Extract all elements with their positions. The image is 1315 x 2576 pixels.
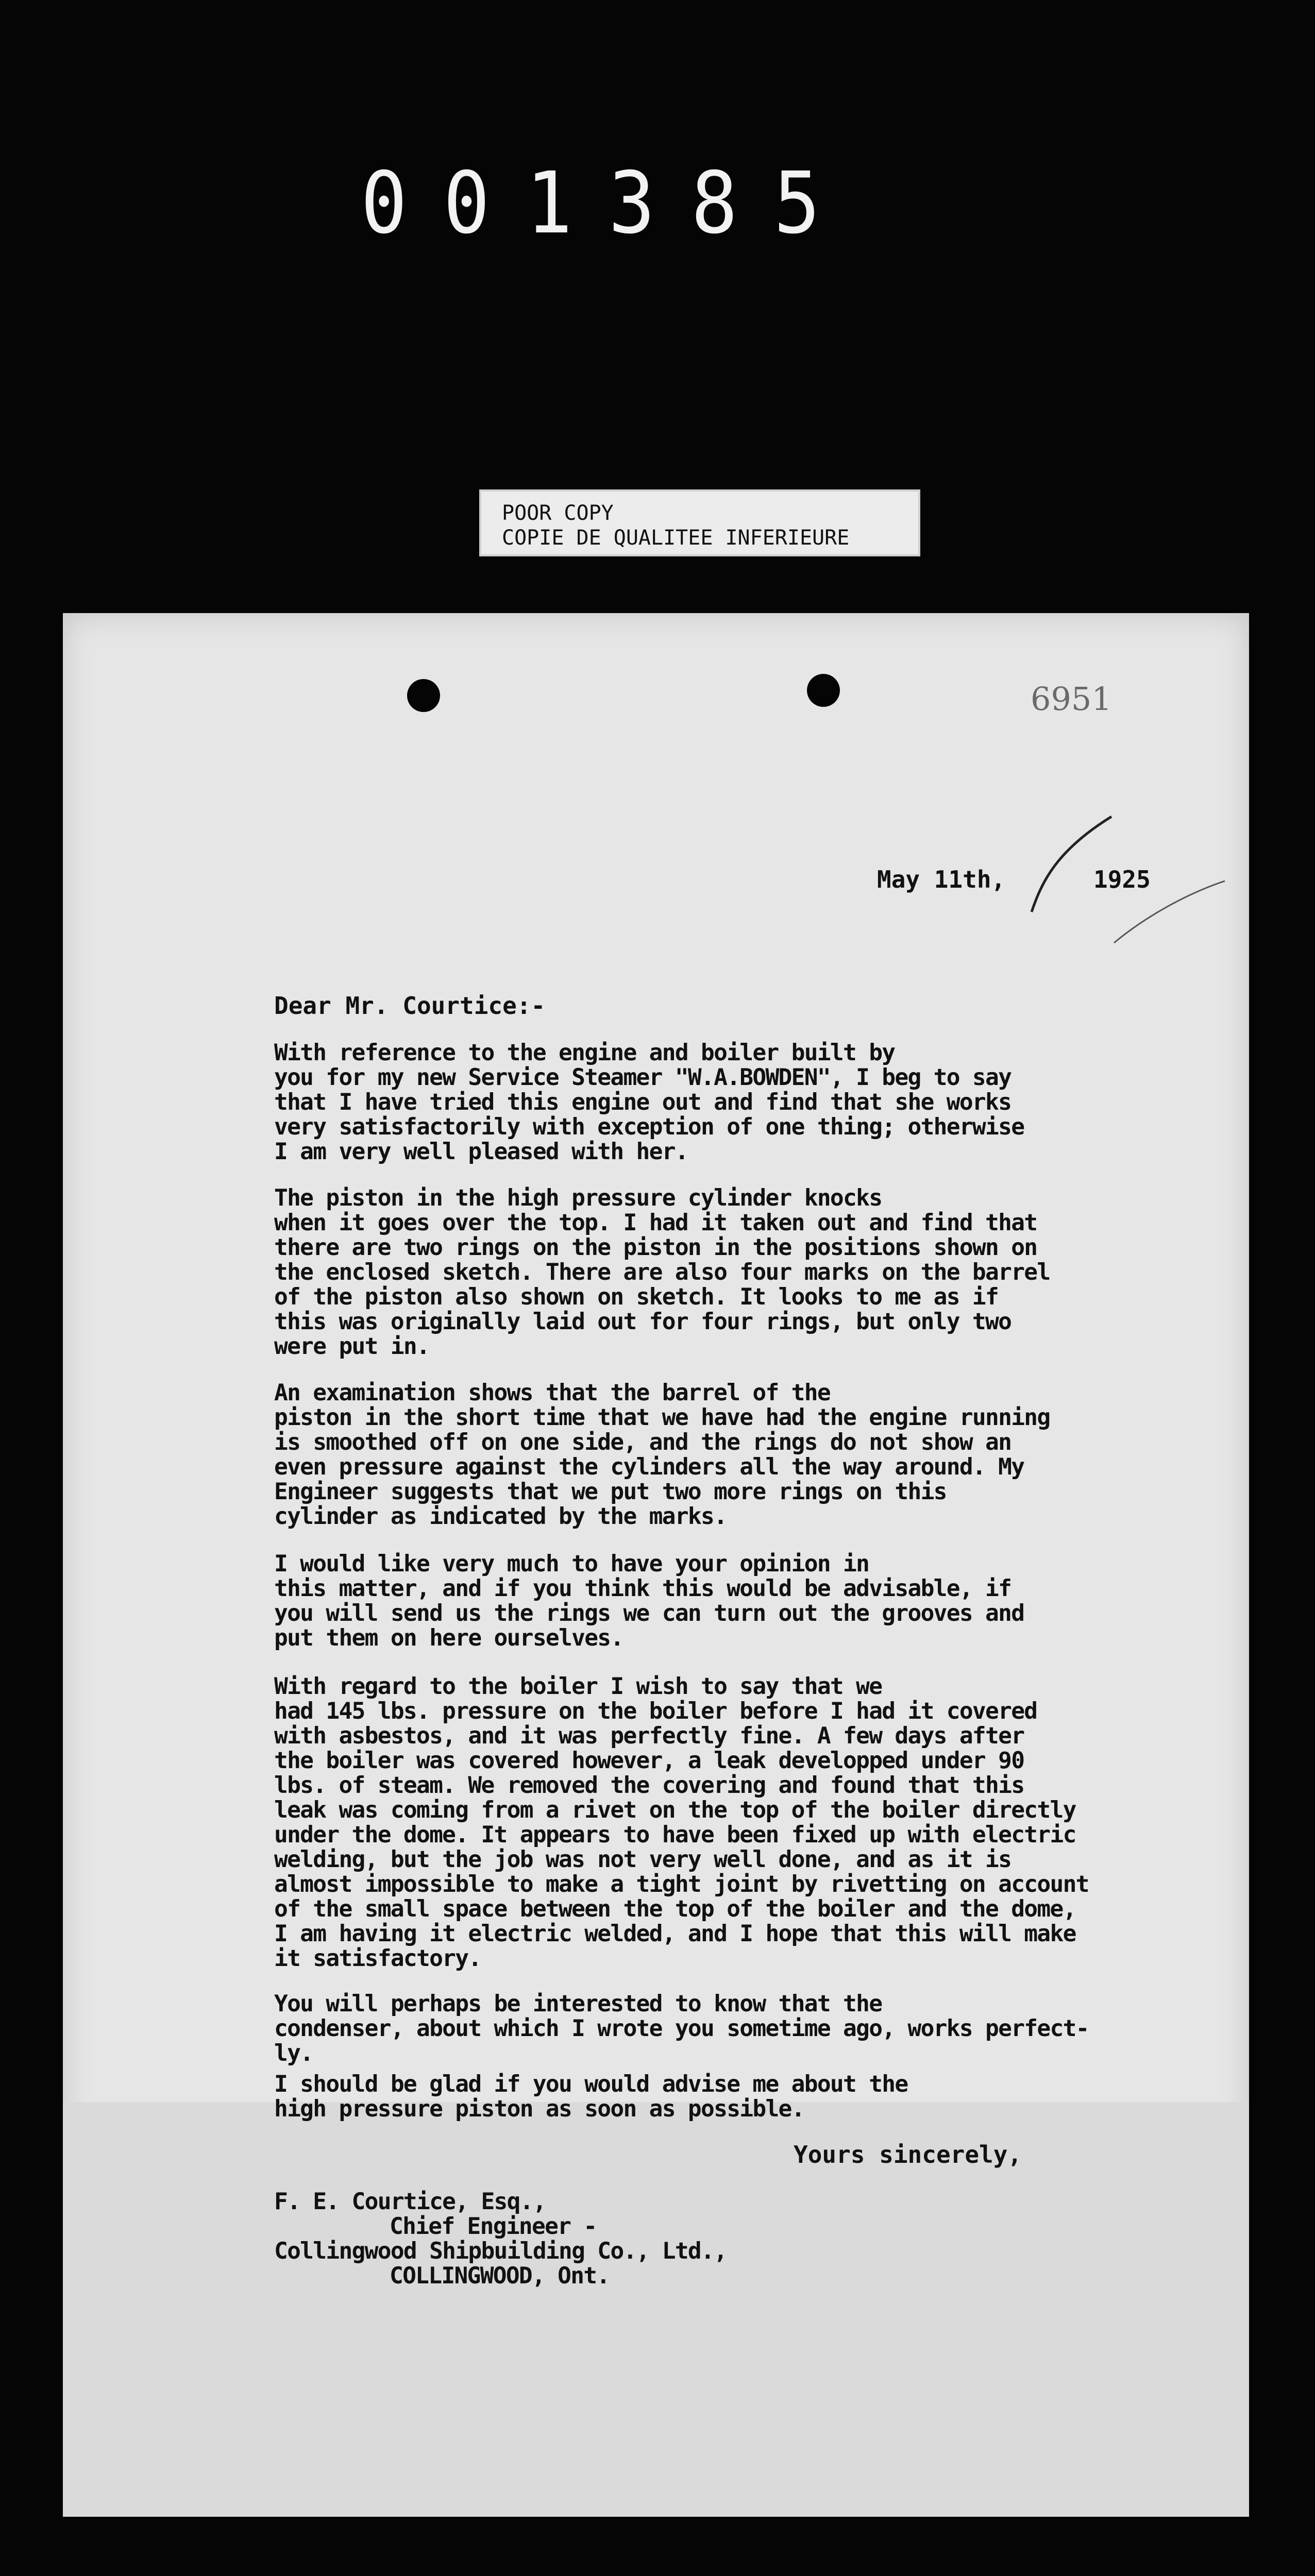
text-line: of the piston also shown on sketch. It looks to me as if <box>274 1284 999 1310</box>
recipient-name: F. E. Courtice, Esq., <box>274 2189 546 2215</box>
text-line: piston in the short time that we have had the engine running <box>274 1404 1050 1431</box>
text-line: this matter, and if you think this would be advisable, if <box>274 1575 1011 1602</box>
text-line: The piston in the high pressure cylinder knocks <box>274 1185 882 1211</box>
letter-date <box>877 866 1151 893</box>
salutation: Dear Mr. Courtice:- <box>274 992 546 1020</box>
text-line: welding, but the job was not very well done, and as it is <box>274 1846 1011 1873</box>
paragraph-condenser <box>274 1992 1233 2066</box>
text-line: you will send us the rings we can turn out the grooves and <box>274 1600 1024 1626</box>
text-line: almost impossible to make a tight joint by rivetting on account <box>274 1871 1089 1897</box>
paragraph-barrel-examination <box>274 1381 1233 1529</box>
text-line: this was originally laid out for four rings, but only two <box>274 1309 1011 1335</box>
text-line: lbs. of steam. We removed the covering and found that this <box>274 1772 1024 1799</box>
text-line: put them on here ourselves. <box>274 1625 623 1651</box>
text-line: were put in. <box>274 1333 430 1360</box>
punch-hole-left <box>407 679 440 712</box>
letter-page <box>63 613 1249 2517</box>
text-line: that I have tried this engine out and find that she works <box>274 1089 1011 1115</box>
paragraph-boiler-leak <box>274 1674 1233 1971</box>
paragraph-opinion-request <box>274 1552 1233 1651</box>
recipient-company: Collingwood Shipbuilding Co., Ltd., <box>274 2238 727 2264</box>
text-line: Engineer suggests that we put two more rings on this <box>274 1479 947 1505</box>
text-line: is smoothed off on one side, and the rings do not show an <box>274 1429 1011 1455</box>
text-line: there are two rings on the piston in the positions shown on <box>274 1234 1037 1261</box>
recipient-address <box>274 2190 727 2289</box>
text-line: you for my new Service Steamer "W.A.BOWDEN", I beg to say <box>274 1064 1011 1091</box>
paragraph-engine-intro <box>274 1041 1233 1164</box>
text-line: With regard to the boiler I wish to say that we <box>274 1673 882 1700</box>
stamp-line-english: POOR COPY <box>502 501 614 525</box>
text-line: With reference to the engine and boiler built by <box>274 1040 895 1066</box>
text-line: leak was coming from a rivet on the top of the boiler directly <box>274 1797 1076 1823</box>
text-line: very satisfactorily with exception of one thing; otherwise <box>274 1114 1024 1140</box>
poor-copy-stamp <box>479 489 920 556</box>
date-day: May 11th, <box>877 866 1006 893</box>
date-year: 1925 <box>1093 866 1151 893</box>
text-line: I would like very much to have your opinion in <box>274 1551 869 1577</box>
text-line: with asbestos, and it was perfectly fine. A few days after <box>274 1723 1024 1749</box>
text-line: when it goes over the top. I had it taken out and find that <box>274 1210 1037 1236</box>
text-line: condenser, about which I wrote you sometime ago, works perfect- <box>274 2015 1089 2042</box>
text-line: even pressure against the cylinders all the way around. My <box>274 1454 1024 1480</box>
closing: Yours sincerely, <box>794 2141 1022 2168</box>
text-line: I should be glad if you would advise me about the <box>274 2071 908 2097</box>
text-line: I am having it electric welded, and I hope that this will make <box>274 1921 1076 1947</box>
text-line: An examination shows that the barrel of the <box>274 1380 830 1406</box>
text-line: high pressure piston as soon as possible. <box>274 2096 804 2122</box>
text-line: the enclosed sketch. There are also four marks on the barrel <box>274 1259 1050 1285</box>
text-line: You will perhaps be interested to know that the <box>274 1991 882 2017</box>
recipient-title: Chief Engineer - <box>390 2213 597 2240</box>
text-line: ly. <box>274 2040 313 2066</box>
paragraph-piston-knock <box>274 1186 1233 1359</box>
text-line: cylinder as indicated by the marks. <box>274 1503 727 1530</box>
folio-number: 6951 <box>1031 680 1112 718</box>
stamp-line-french: COPIE DE QUALITEE INFERIEURE <box>502 526 850 550</box>
punch-hole-right <box>807 674 840 707</box>
text-line: it satisfactory. <box>274 1945 481 1972</box>
text-line: under the dome. It appears to have been fixed up with electric <box>274 1822 1076 1848</box>
paragraph-advice-request <box>274 2072 1233 2122</box>
text-line: of the small space between the top of the boiler and the dome, <box>274 1896 1076 1922</box>
page-shading <box>63 2102 1249 2517</box>
frame-number: 001385 <box>361 154 856 253</box>
text-line: had 145 lbs. pressure on the boiler before I had it covered <box>274 1698 1037 1724</box>
text-line: I am very well pleased with her. <box>274 1139 688 1165</box>
text-line: the boiler was covered however, a leak developped under 90 <box>274 1748 1024 1774</box>
recipient-city: COLLINGWOOD, Ont. <box>390 2263 610 2289</box>
